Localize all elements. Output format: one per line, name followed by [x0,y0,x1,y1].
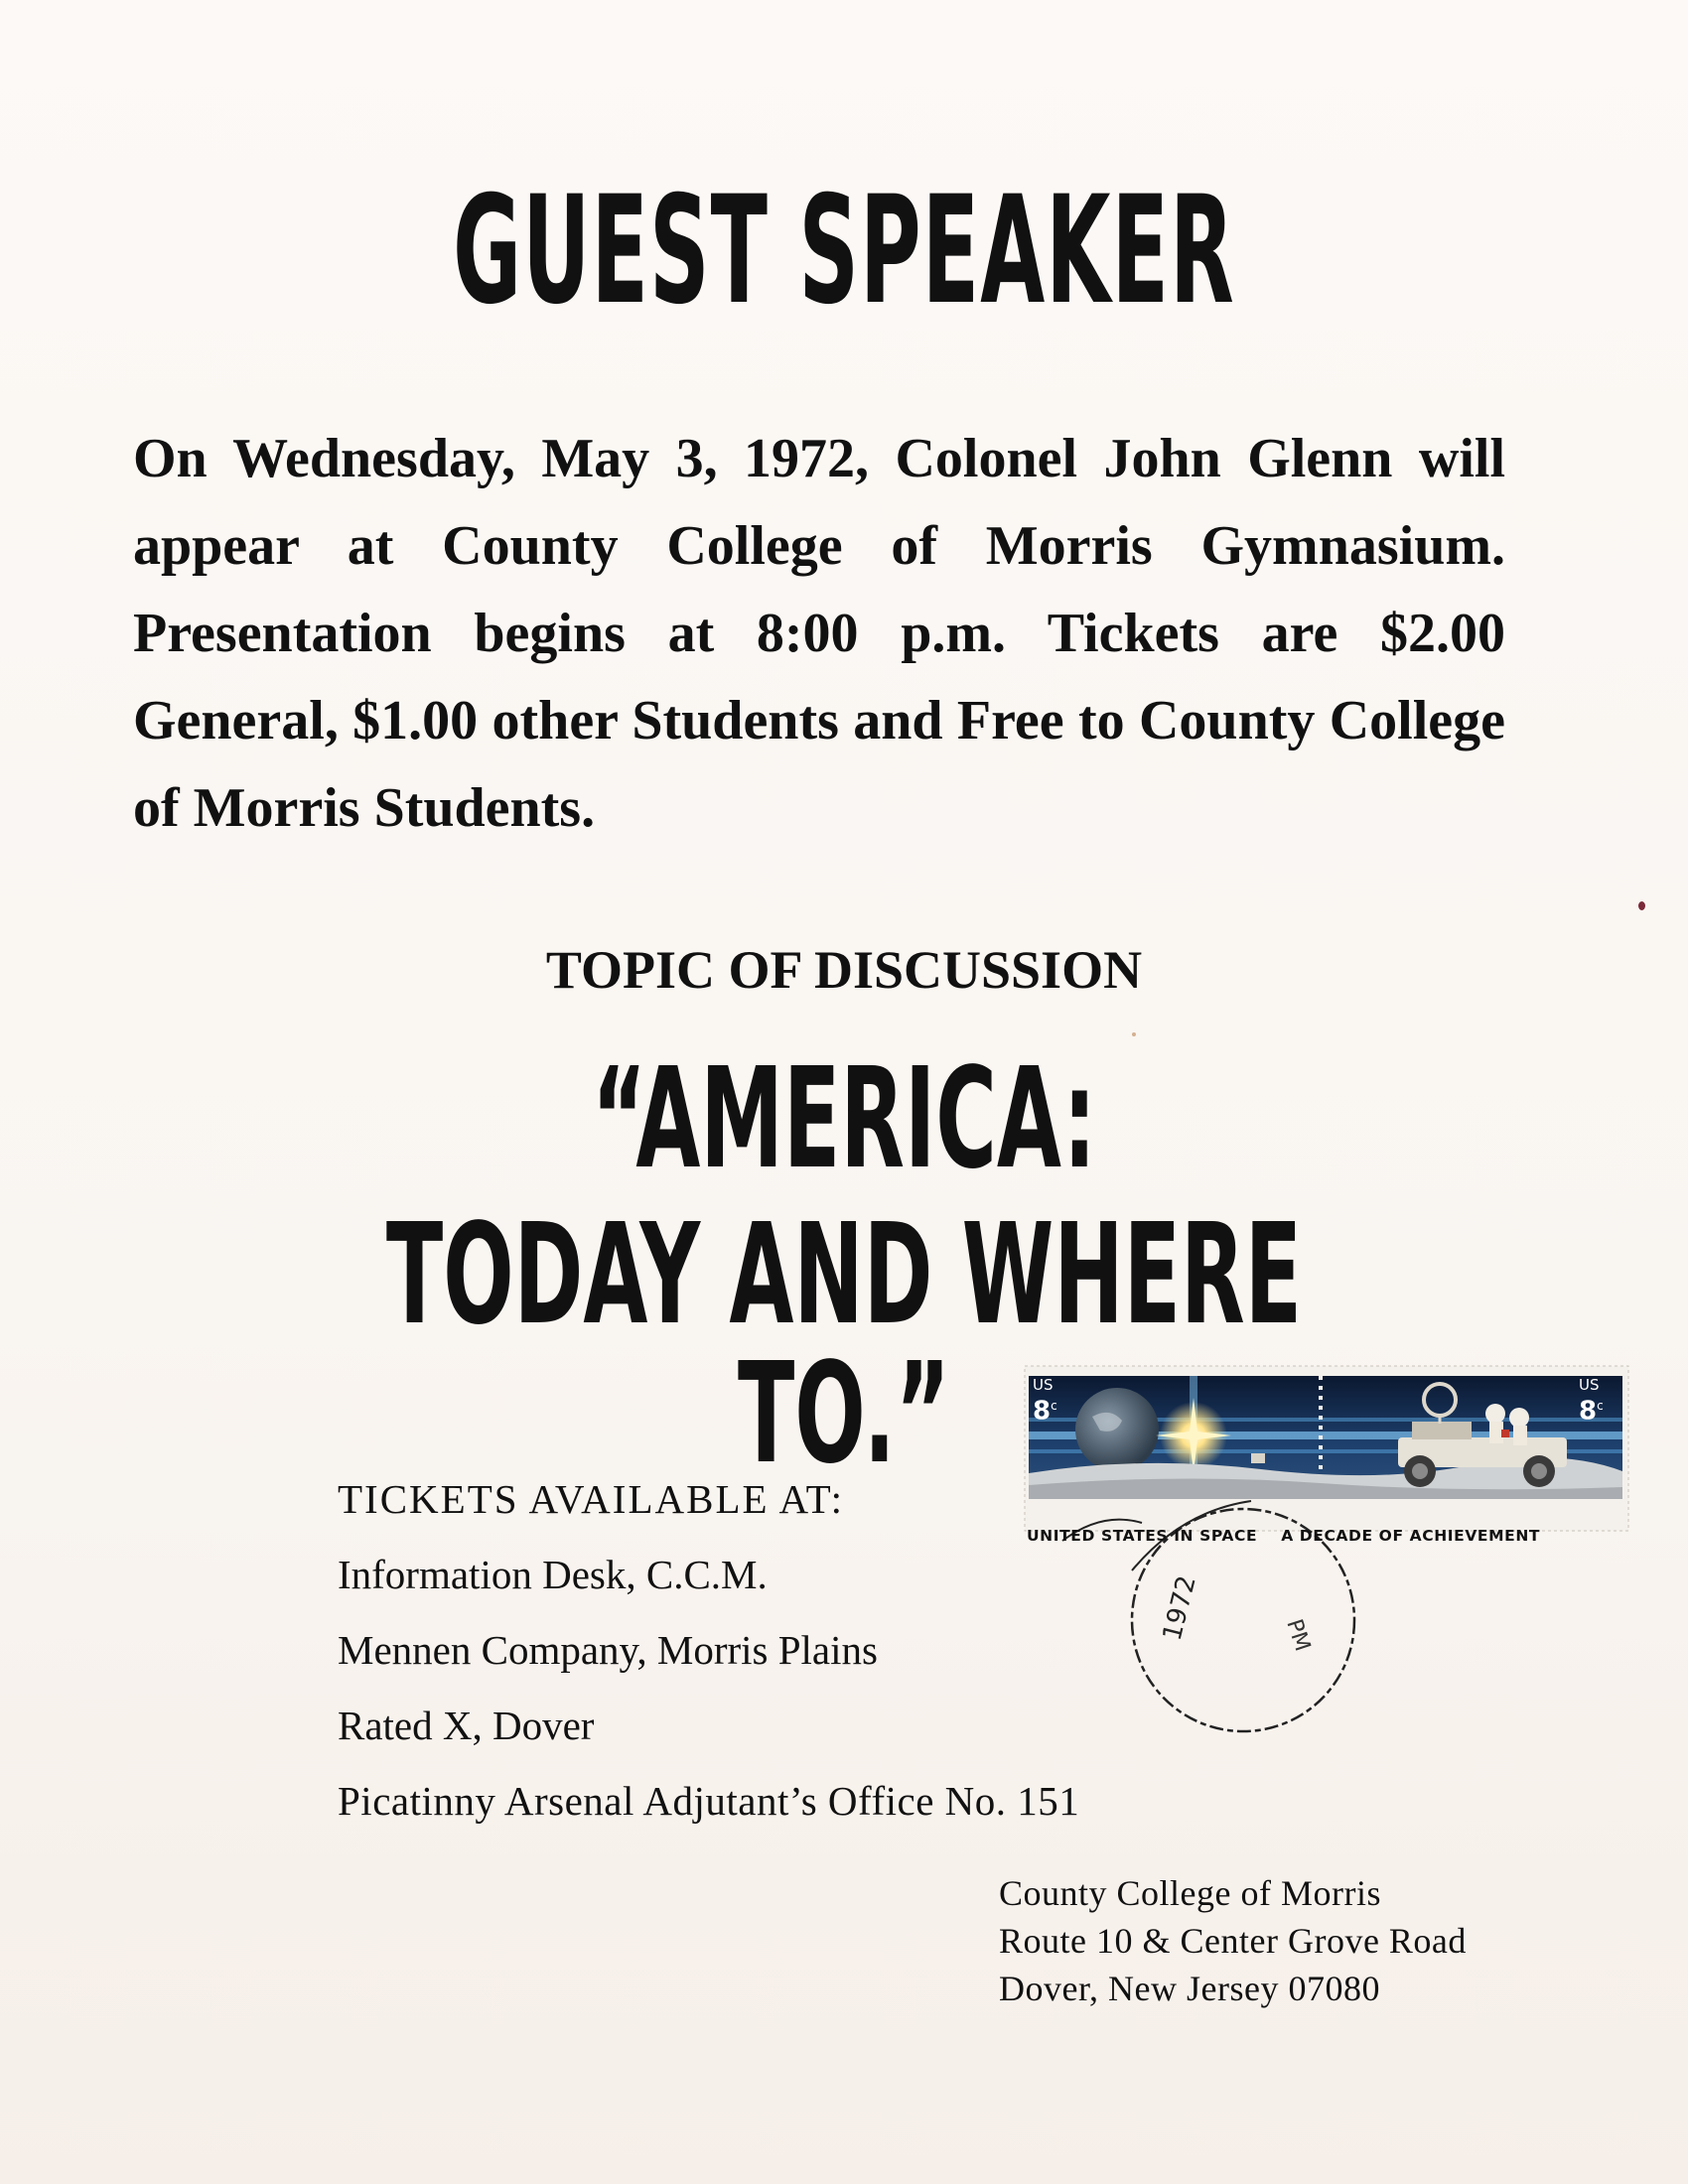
ticket-location: Picatinny Arsenal Adjutant’s Office No. 151 [338,1778,1080,1824]
paper-speck [1638,901,1645,910]
postmark-year: 1972 [1157,1572,1202,1644]
address-line: Dover, New Jersey 07080 [999,1969,1380,2008]
address-line: County College of Morris [999,1873,1381,1913]
tickets-heading: TICKETS AVAILABLE AT: [338,1476,844,1522]
address-line: Route 10 & Center Grove Road [999,1921,1467,1961]
stamp-unit: c [1597,1399,1604,1413]
postage-stamp-pair [1023,1362,1630,1759]
stamp-caption-right: A DECADE OF ACHIEVEMENT [1281,1527,1541,1545]
stamp-denomination-left [1033,1378,1057,1425]
return-address [999,1869,1595,2012]
stamp-caption [1027,1527,1634,1545]
stamp-value: 8 [1579,1396,1598,1427]
topic-title-line-1: “AMERICA: [591,1038,1097,1200]
stamp-caption-left: UNITED STATES IN SPACE [1027,1527,1258,1545]
topic-label: TOPIC OF DISCUSSION [545,940,1143,1000]
country-code: US [1033,1376,1054,1394]
topic-title-line-2: TODAY AND WHERE TO.” [385,1194,1303,1495]
paper-speck [1132,1032,1136,1036]
stamp-value: 8 [1033,1396,1052,1427]
country-code: US [1579,1376,1600,1394]
postmark-time: PM [1281,1616,1316,1655]
event-announcement: On Wednesday, May 3, 1972, Colonel John Glenn will appear at County College of Morris Gymnasium. Presentation begins at 8:00 p.m. Tickets are $2.00 General, $1.00 other Students and Free to County College of Morris Students. [133,428,1505,839]
ticket-location: Rated X, Dover [338,1703,595,1748]
ticket-location: Mennen Company, Morris Plains [338,1627,878,1673]
stamp-unit: c [1051,1399,1057,1413]
ticket-location: Information Desk, C.C.M. [338,1552,768,1597]
stamp-denomination-right [1579,1378,1604,1425]
stamp-artwork [1023,1362,1630,1759]
headline: GUEST SPEAKER [453,165,1235,338]
